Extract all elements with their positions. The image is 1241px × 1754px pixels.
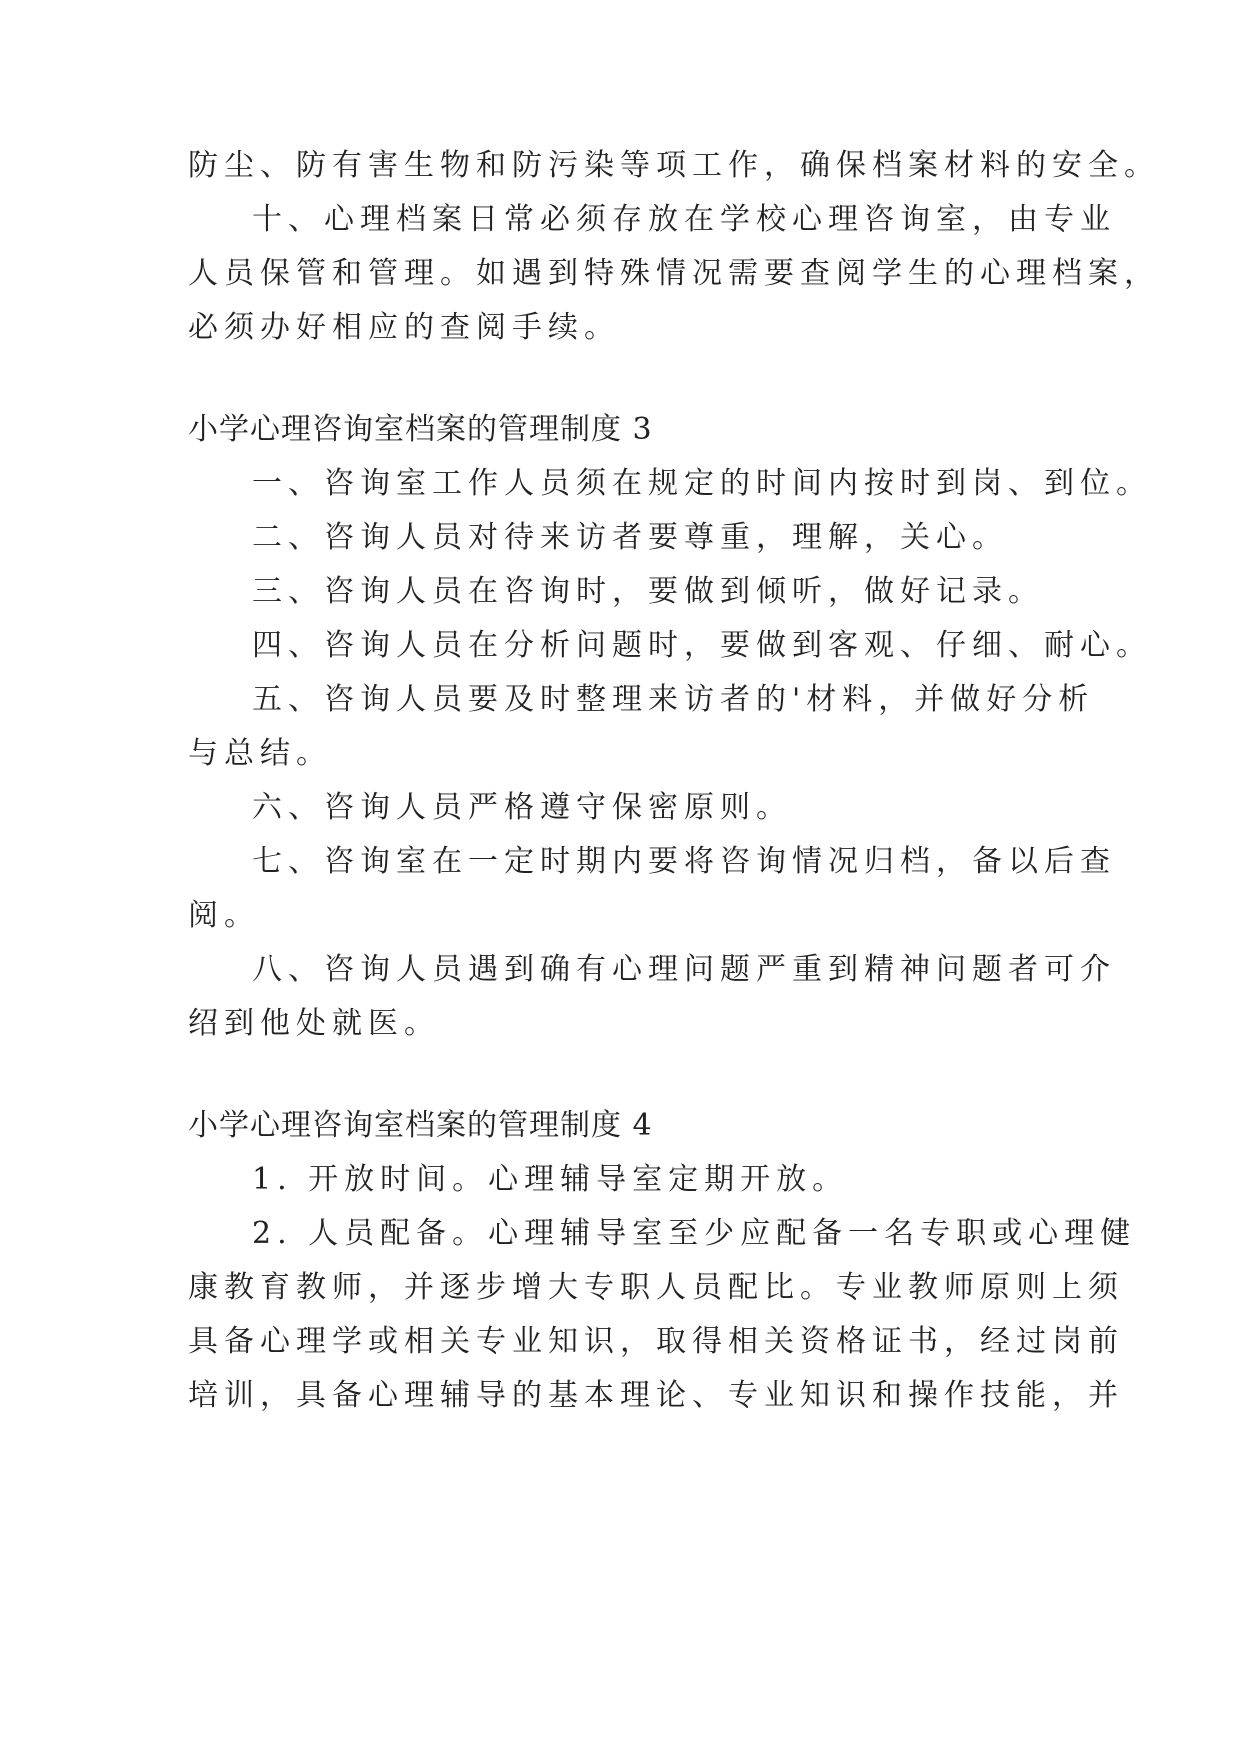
- paragraph-line: 阅。: [188, 898, 260, 933]
- paragraph-line: 人员保管和管理。如遇到特殊情况需要查阅学生的心理档案，: [188, 256, 1160, 291]
- paragraph-line: 四、咨询人员在分析问题时，要做到客观、仔细、耐心。: [252, 628, 1152, 663]
- paragraph-line: 六、咨询人员严格遵守保密原则。: [252, 790, 792, 825]
- paragraph-line: 一、咨询室工作人员须在规定的时间内按时到岗、到位。: [252, 466, 1152, 501]
- paragraph-line: 七、咨询室在一定时期内要将咨询情况归档，备以后查: [252, 844, 1116, 879]
- paragraph-line: 培训，具备心理辅导的基本理论、专业知识和操作技能，并: [188, 1378, 1124, 1413]
- paragraph-line: 具备心理学或相关专业知识，取得相关资格证书，经过岗前: [188, 1324, 1124, 1359]
- paragraph-line: 二、咨询人员对待来访者要尊重，理解，关心。: [252, 520, 1008, 555]
- paragraph-line: 五、咨询人员要及时整理来访者的'材料，并做好分析: [252, 682, 1095, 717]
- paragraph-line: 三、咨询人员在咨询时，要做到倾听，做好记录。: [252, 574, 1044, 609]
- section-title: 小学心理咨询室档案的管理制度 4: [188, 1108, 653, 1143]
- paragraph-line: 必须办好相应的查阅手续。: [188, 310, 620, 345]
- paragraph-line: 1. 开放时间。心理辅导室定期开放。: [252, 1162, 849, 1197]
- paragraph-line: 与总结。: [188, 736, 332, 771]
- paragraph-line: 八、咨询人员遇到确有心理问题严重到精神问题者可介: [252, 952, 1116, 987]
- paragraph-line: 绍到他处就医。: [188, 1006, 440, 1041]
- paragraph-line: 十、心理档案日常必须存放在学校心理咨询室，由专业: [252, 202, 1116, 237]
- paragraph-line: 防尘、防有害生物和防污染等项工作，确保档案材料的安全。: [188, 148, 1160, 183]
- document-page: [188, 0, 1160, 1754]
- paragraph-line: 康教育教师，并逐步增大专职人员配比。专业教师原则上须: [188, 1270, 1124, 1305]
- section-title: 小学心理咨询室档案的管理制度 3: [188, 412, 653, 447]
- paragraph-line: 2. 人员配备。心理辅导室至少应配备一名专职或心理健: [252, 1216, 1137, 1251]
